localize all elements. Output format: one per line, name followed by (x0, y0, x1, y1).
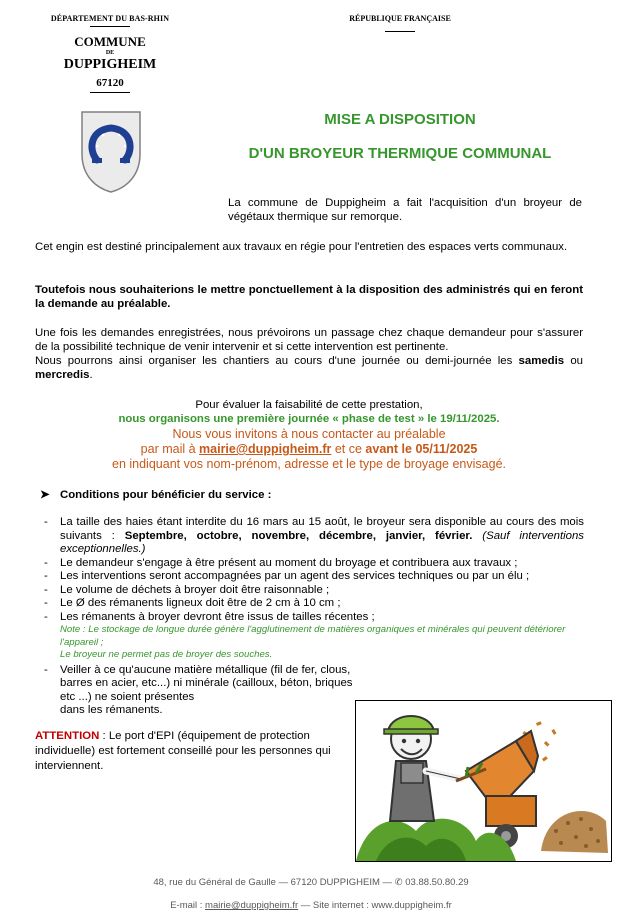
saturday-text: samedis (518, 355, 565, 367)
illustration-gardener-chipper (355, 700, 612, 862)
separator-icon: — (382, 877, 393, 888)
divider (90, 26, 130, 27)
gardener-chipper-icon (356, 701, 611, 861)
list-item: - Le Ø des rémanents ligneux doit être de 2 cm à 10 cm ; (44, 597, 341, 609)
footer-email-link[interactable]: mairie@duppigheim.fr (205, 900, 299, 911)
town-name: DUPPIGHEIM (63, 57, 157, 72)
arrow-bullet-icon: ➤ (40, 489, 50, 501)
contact-email-link[interactable]: mairie@duppigheim.fr (199, 442, 332, 456)
commune-header (30, 14, 190, 97)
attention-label: ATTENTION (35, 730, 100, 742)
test-phase-intro: Pour évaluer la faisabilité de cette prestation, (195, 399, 423, 411)
list-item: - Veiller à ce qu'aucune matière métallique (fil de fer, clous, barres en acier, etc...) ni minérale (cailloux, béton, briques etc ...) ne soient présentes dans les rémanents. (44, 663, 353, 716)
conditions-heading: ➤ Conditions pour bénéficier du service : (40, 489, 272, 501)
list-item: - La taille des haies étant interdite du 16 mars au 15 août, le broyeur sera disponible au cours des mois suivants : Septembre, octobre, novembre, décembre, janvier, février. (Sauf interventions exceptionnelles.) (44, 516, 584, 555)
separator-icon: — (278, 877, 288, 888)
test-phase-date: nous organisons une première journée « phase de test » le 19/11/2025. (118, 413, 500, 425)
organisation-text: Une fois les demandes enregistrées, nous prévoirons un passage chez chaque demandeur pour s'assurer de la possibilité technique de venir intervenir et si cette intervention est pertinente. (35, 327, 583, 353)
footer-address: 48, rue du Général de Gaulle — 67120 DUPPIGHEIM — ✆ 03.88.50.80.29 (153, 877, 469, 888)
list-item: - Les interventions seront accompagnées par un agent des services techniques ou par un élu ; (44, 570, 530, 582)
divider (385, 31, 415, 32)
organisation-days-text: Nous pourrons ainsi organiser les chantiers au cours d'une journée ou demi-journée les (35, 355, 519, 367)
months-text: Septembre, octobre, novembre, décembre, janvier, février. (124, 529, 473, 542)
footer-contact: E-mail : mairie@duppigheim.fr — Site internet : www.duppigheim.fr (170, 900, 452, 911)
republic-label: RÉPUBLIQUE FRANÇAISE (349, 14, 451, 23)
paragraph-organisation: Une fois les demandes enregistrées, nous prévoirons un passage chez chaque demandeur pour s'assurer de la possibilité technique de venir intervenir et si cette intervention est pertinente. Nous pourrons ainsi organiser les chantiers au cours d'une journée ou demi-journée les samedis ou mercredis. (35, 327, 583, 381)
postal-code: 67120 (96, 77, 124, 89)
list-item: - Le demandeur s'engage à être présent au moment du broyage et contribuera aux travaux ; (44, 556, 518, 569)
coat-of-arms-icon (80, 110, 142, 194)
phone-icon: ✆ (394, 877, 403, 888)
commune-label: COMMUNE (74, 34, 146, 49)
title-line1: MISE A DISPOSITION (324, 111, 476, 128)
website-link[interactable]: www.duppigheim.fr (371, 900, 452, 911)
deadline-text: avant le 05/11/2025 (365, 442, 478, 456)
attention-paragraph: ATTENTION : Le port d'EPI (équipement de protection individuelle) est fortement conseillé pour les personnes qui interviennent. (35, 730, 331, 772)
contact-mail-line: par mail à mairie@duppigheim.fr et ce avant le 05/11/2025 (140, 442, 478, 456)
exception-note: (Sauf interventions exceptionnelles.) (60, 529, 584, 555)
conditions-list (44, 516, 584, 718)
phone-number: 03.88.50.80.29 (405, 877, 469, 888)
stumps-note: Le broyeur ne permet pas de broyer des souches. (60, 649, 273, 660)
storage-note: Note : Le stockage de longue durée génère l'agglutinement de matières organiques et minérales qui peuvent détériorer l'appareil ; (60, 624, 566, 648)
separator-icon: — (300, 900, 311, 911)
wednesday-text: mercredis (35, 369, 90, 381)
paragraph-purpose: Cet engin est destiné principalement aux travaux en régie pour l'entretien des espaces verts communaux. (35, 241, 568, 253)
divider (90, 92, 130, 93)
de-label: DE (105, 50, 115, 56)
department-name: DÉPARTEMENT DU BAS-RHIN (50, 14, 170, 23)
title-line2: D'UN BROYEUR THERMIQUE COMMUNAL (248, 145, 552, 162)
contact-details: en indiquant vos nom-prénom, adresse et le type de broyage envisagé. (112, 457, 506, 471)
paragraph-availability: Toutefois nous souhaiterions le mettre ponctuellement à la disposition des administrés qui en feront la demande au préalable. (35, 284, 583, 310)
list-item: - Les rémanents à broyer devront être issus de tailles récentes ; Note : Le stockage de longue durée génère l'agglutinement de matières organiques et minérales qui peuvent détériorer l'appareil ; Le broyeur ne permet pas de broyer des souches. (44, 611, 584, 662)
republic-header (330, 14, 470, 36)
paragraph-acquisition: La commune de Duppigheim a fait l'acquisition d'un broyeur de végétaux thermique sur remorque. (228, 197, 582, 223)
test-phase-block (35, 398, 583, 472)
contact-invite: Nous vous invitons à nous contacter au préalable (172, 427, 446, 441)
list-item: - Le volume de déchets à broyer doit être raisonnable ; (44, 583, 330, 596)
